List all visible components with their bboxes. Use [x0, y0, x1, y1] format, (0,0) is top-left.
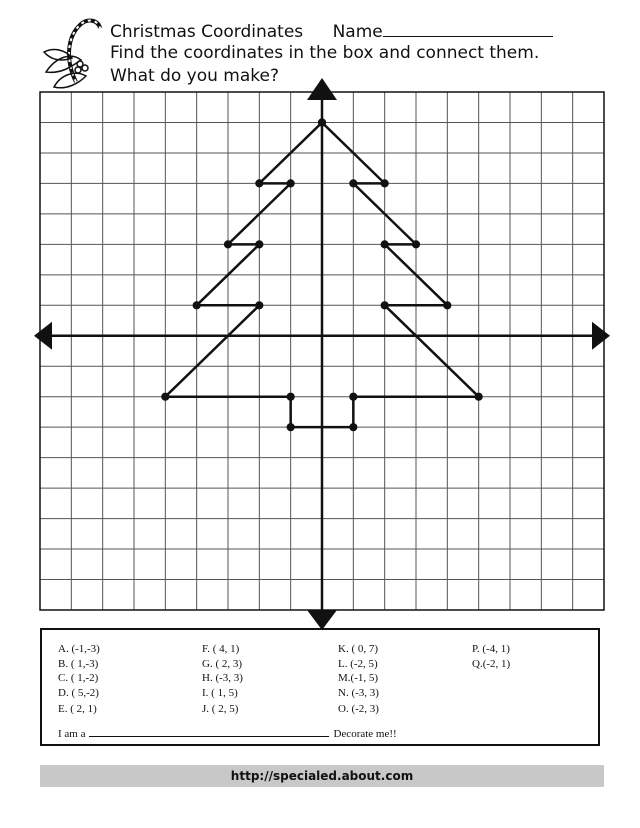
coord-item: K. ( 0, 7) — [338, 643, 379, 655]
coord-item: M.(-1, 5) — [338, 672, 379, 684]
plot-point — [381, 302, 388, 309]
plot-point — [287, 424, 294, 431]
plot-point — [318, 119, 325, 126]
coord-column-4 — [472, 642, 510, 671]
arrow-up-icon — [307, 78, 337, 100]
coord-item: H. (-3, 3) — [202, 672, 243, 684]
answer-line — [58, 726, 397, 740]
coord-item: J. ( 2, 5) — [202, 703, 239, 715]
coord-item: Q.(-2, 1) — [472, 657, 511, 670]
coord-item: N. (-3, 3) — [338, 686, 379, 699]
coordinates-box — [40, 628, 600, 746]
coord-item: A. (-1,-3) — [58, 643, 100, 655]
plot-point — [287, 180, 294, 187]
coord-column-2 — [202, 642, 243, 717]
plot-point — [193, 302, 200, 309]
plot-point — [381, 180, 388, 187]
coord-item: F. ( 4, 1) — [202, 643, 240, 655]
name-label: Name — [332, 22, 383, 42]
plot-point — [256, 302, 263, 309]
plot-point — [350, 393, 357, 400]
coord-item: L. (-2, 5) — [338, 657, 378, 670]
plot-point — [350, 180, 357, 187]
plot-point — [444, 302, 451, 309]
arrow-left-icon — [34, 322, 52, 350]
coord-item: G. ( 2, 3) — [202, 657, 243, 670]
coord-item: E. ( 2, 1) — [58, 703, 97, 715]
coord-item: P. (-4, 1) — [472, 643, 510, 655]
page-title: Christmas Coordinates — [110, 22, 304, 42]
iam-label: I am a — [58, 728, 86, 740]
answer-field[interactable] — [89, 726, 329, 737]
coord-item: C. ( 1,-2) — [58, 672, 99, 684]
coord-column-1 — [58, 642, 100, 717]
plot-point — [350, 424, 357, 431]
instruction-line-2: What do you make? — [110, 66, 280, 86]
coord-item: I. ( 1, 5) — [202, 686, 238, 699]
instruction-line-1: Find the coordinates in the box and connect them. — [110, 43, 540, 63]
plot-point — [256, 180, 263, 187]
footer-url[interactable]: http://specialed.about.com — [40, 765, 604, 787]
coord-column-3 — [338, 642, 379, 717]
axes — [34, 78, 610, 630]
plot-point — [381, 241, 388, 248]
decorate-label: Decorate me!! — [333, 728, 397, 740]
plot-point — [162, 393, 169, 400]
coord-item: O. (-2, 3) — [338, 703, 379, 715]
coord-item: D. ( 5,-2) — [58, 686, 99, 699]
arrow-down-icon — [307, 610, 337, 630]
coord-item: B. ( 1,-3) — [58, 657, 99, 670]
plot-point — [256, 241, 263, 248]
arrow-right-icon — [592, 322, 610, 350]
plot-point — [412, 241, 419, 248]
plot-point — [475, 393, 482, 400]
plot-point — [287, 393, 294, 400]
plot-point — [224, 241, 231, 248]
